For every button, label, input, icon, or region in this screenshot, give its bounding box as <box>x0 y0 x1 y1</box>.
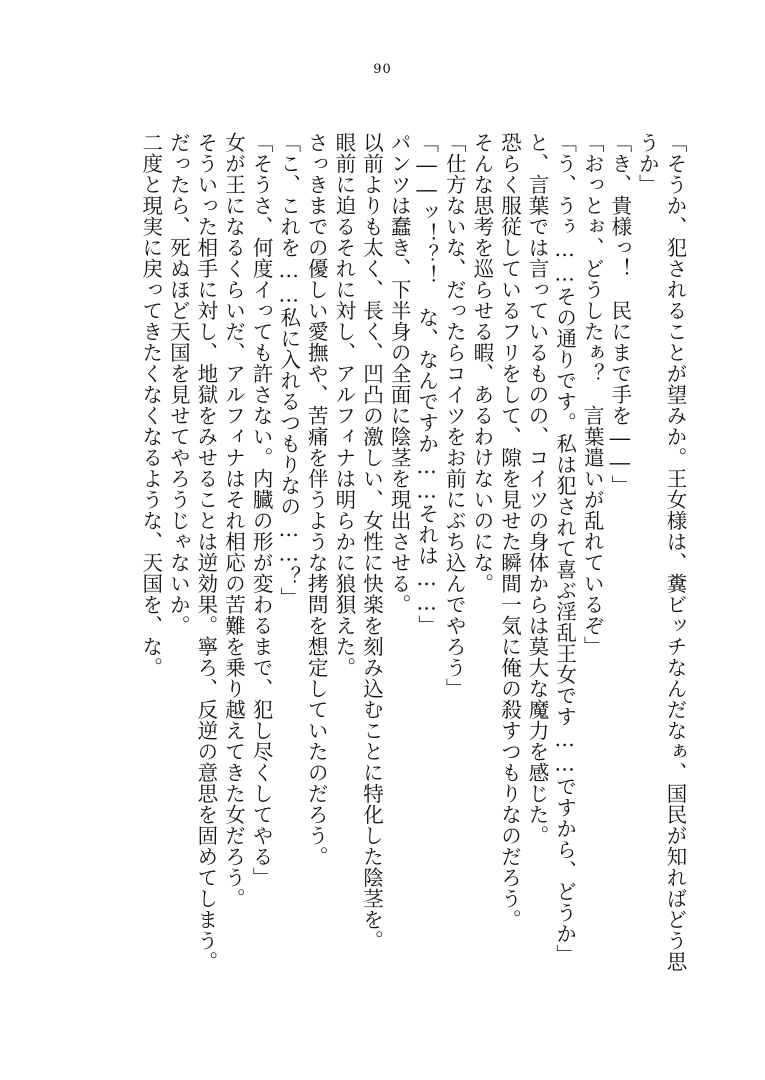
text-line: さっきまでの優しい愛撫や、苦痛を伴うような拷問を想定していたのだろう。 <box>304 132 329 867</box>
text-line: うか」 <box>635 132 660 195</box>
novel-text-block <box>88 132 688 1037</box>
text-line: 二度と現実に戻ってきたくなくなるような、天国を、な。 <box>138 132 163 678</box>
text-line: 以前よりも太く、長く、凹凸の激しい、女性に快楽を刻み込むことに特化した陰茎を。 <box>359 132 384 951</box>
text-line: 「き、貴様っ！ 民にまで手を――」 <box>607 132 632 496</box>
text-line: 「こ、これを……私に入れるつもりなの……？」 <box>276 132 301 608</box>
text-line: 「仕方ないな、だったらコイツをお前にぶち込んでやろう」 <box>442 132 467 699</box>
text-line: 女が王になるくらいだ、アルフィナはそれ相応の苦難を乗り越えてきた女だろう。 <box>221 132 246 909</box>
text-line: パンツは蠢き、下半身の全面に陰茎を現出させる。 <box>387 132 412 615</box>
page-number: 90 <box>373 62 392 77</box>
text-line: と、言葉では言っているものの、コイツの身体からは莫大な魔力を感じた。 <box>525 132 550 846</box>
text-line: だったら、死ぬほど天国を見せてやろうじゃないか。 <box>166 132 191 636</box>
text-line: 「そうか、犯されることが望みか。王女様は、糞ビッチなんだなぁ、国民が知ればどう思 <box>663 132 687 972</box>
text-line: 「――ッ！？！ な、なんですか……それは……」 <box>414 132 439 636</box>
text-line: そんな思考を巡らせる暇、あるわけないのにな。 <box>469 132 494 594</box>
text-line: 眼前に迫るそれに対し、アルフィナは明らかに狼狽えた。 <box>331 132 356 678</box>
text-line: そういった相手に対し、地獄をみせることは逆効果。寧ろ、反逆の意思を固めてしまう。 <box>193 132 218 972</box>
text-line: 「う、うぅ……その通りです。私は犯されて喜ぶ淫乱王女です……ですから、どうか」 <box>552 132 577 965</box>
text-line: 「そうさ、何度イっても許さない。内臓の形が変わるまで、犯し尽くしてやる」 <box>249 132 274 888</box>
text-line: 恐らく服従しているフリをして、隙を見せた瞬間一気に俺の殺すつもりなのだろう。 <box>497 132 522 930</box>
text-line: 「おっとぉ、どうしたぁ？ 言葉遣いが乱れているぞ」 <box>580 132 605 657</box>
